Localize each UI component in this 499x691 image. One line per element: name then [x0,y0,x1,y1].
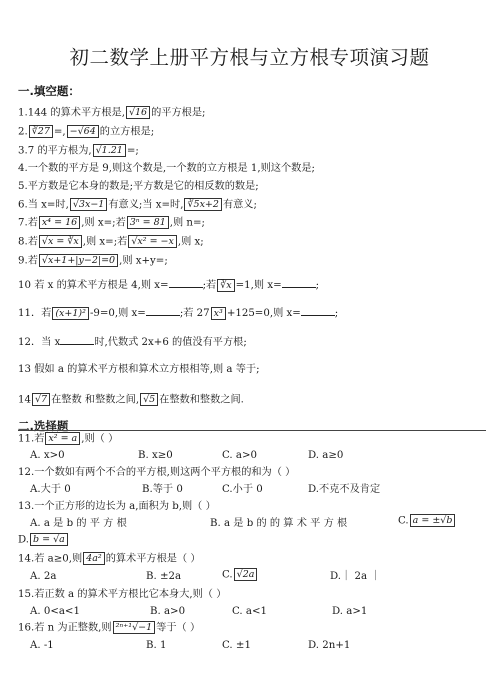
option-13-d: D. b = √a [18,533,69,548]
fill-question-12: 12．当 x 时,代数式 2x+6 的值没有平方根; [18,334,247,350]
option-16-c: C. ±1 [222,640,251,651]
option-16-d: D. 2n+1 [308,640,351,651]
option-11-d: D. a≥0 [308,450,344,461]
option-12-b: B.等于 0 [142,484,183,495]
page-title: 初二数学上册平方根与立方根专项演习题 [69,46,430,69]
option-11-a: A. x>0 [30,450,65,461]
fill-question-9: 9.若 √x+1+|y−2|=0 ,则 x+y=; [18,255,168,267]
choice-question-16: 16.若 n 为正整数,则 ²ⁿ⁺¹√−1 等于（ ） [18,622,201,634]
choice-question-12: 12.一个数如有两个不合的平方根,则这两个平方根的和为（ ） [18,467,296,478]
fill-question-5: 5.平方数是它本身的数是;平方数是它的相反数的数是; [18,181,259,192]
choice-question-15: 15.若正数 a 的算术平方根比它本身大,则（ ） [18,589,227,600]
section-fill-heading: 一.填空题： [18,84,80,98]
choice-question-14: 14.若 a≥0,则 4a² 的算术平方根是（ ） [18,553,201,565]
fill-question-13: 13 假如 a 的算术平方根和算术立方根相等,则 a 等于; [18,364,260,375]
section-divider [18,430,486,431]
option-15-c: C. a<1 [232,606,267,617]
option-14-c: C. √2a [222,568,258,583]
choice-question-11: 11.若 x² = a ,则（ ） [18,433,119,445]
option-12-d: D.不克不及肯定 [308,484,381,495]
option-11-b: B. x≥0 [138,450,173,461]
option-16-b: B. 1 [146,640,167,651]
fill-question-11: 11．若 (x+1)² -9=0,则 x= ;若 27 x³ +125=0,则 x= ; [18,305,338,321]
fill-question-2: 2. ∛27 =, −√64 的立方根是; [18,126,155,138]
option-14-d: D.｜ 2a ｜ [330,571,381,582]
fill-question-4: 4.一个数的平方是 9,则这个数是,一个数的立方根是 1,则这个数是; [18,163,315,174]
section-choice-heading: 二.选择题 [18,419,69,433]
fill-question-7: 7.若 x⁴ = 16 ,则 x=;若 3ⁿ = 81 ,则 n=; [18,217,205,229]
option-15-a: A. 0<a<1 [30,606,80,617]
option-16-a: A. -1 [30,640,54,651]
fill-question-14: 14 √7 在整数 和整数之间, √5 在整数和整数之间. [18,394,244,406]
option-13-b: B. a 是 b 的 的 算 术 平 方 根 [210,518,348,529]
option-15-b: B. a>0 [150,606,186,617]
option-13-c: C. a = ±√b [398,514,456,529]
choice-question-13: 13.一个正方形的边长为 a,面积为 b,则（ ） [18,501,216,512]
fill-question-8: 8.若 √x = ∛x ,则 x=;若 √x² = −x ,则 x; [18,236,204,248]
fill-question-3: 3.7 的平方根为, √1.21 =; [18,145,139,157]
option-14-b: B. ±2a [146,571,182,582]
fill-question-1: 1.144 的算术平方根是, √16 的平方根是; [18,107,206,119]
option-15-d: D. a>1 [332,606,368,617]
fill-question-10: 10 若 x 的算术平方根是 4,则 x= ;若 ∛x =1,则 x= ; [18,277,319,293]
option-14-a: A. 2a [30,571,57,582]
option-11-c: C. a>0 [222,450,257,461]
option-12-c: C.小于 0 [222,484,263,495]
option-12-a: A.大于 0 [30,484,71,495]
option-13-a: A. a 是 b 的 平 方 根 [30,518,127,529]
fill-question-6: 6.当 x=时, √3x−1 有意义;当 x=时, ∛5x+2 有意义; [18,199,257,211]
